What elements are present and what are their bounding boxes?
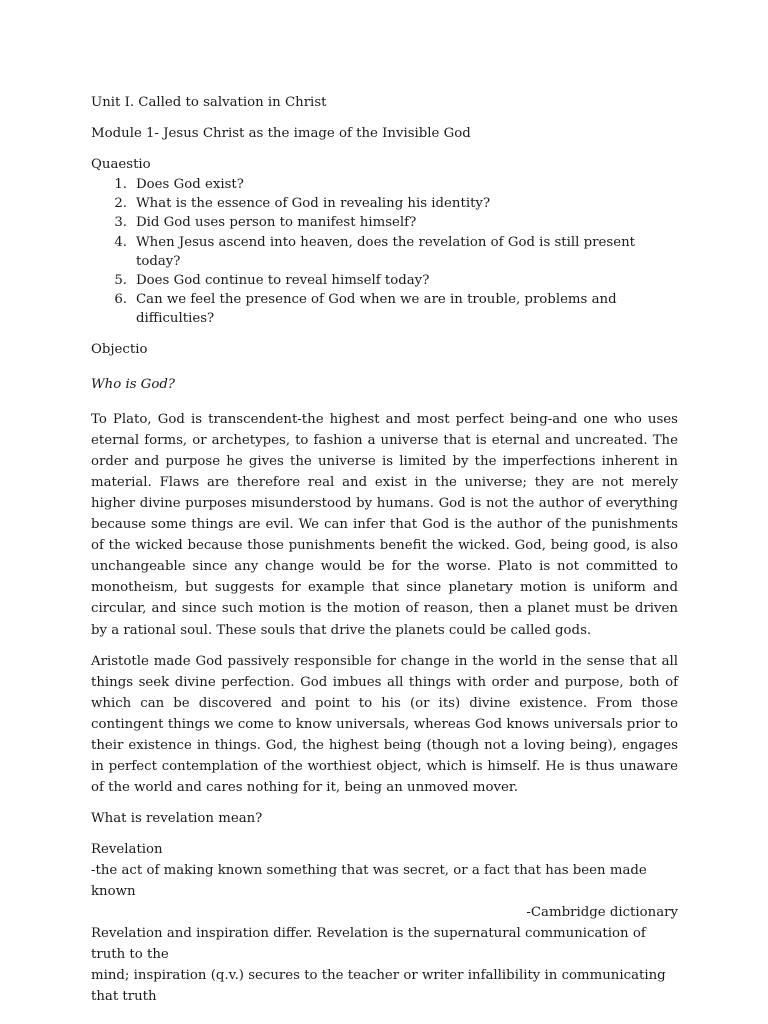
question-text: Did God uses person to manifest himself? bbox=[136, 215, 417, 231]
revelation-definition: -the act of making known something that was secret, or a fact that has been made known bbox=[91, 863, 647, 900]
list-item bbox=[91, 290, 678, 328]
question-text: Does God continue to reveal himself today? bbox=[136, 273, 430, 289]
definition-source: -Cambridge dictionary bbox=[526, 905, 678, 921]
aristotle-paragraph: Aristotle made God passively responsible for change in the world in the sense that all things seek divine perfection. God imbues all things with order and purpose, both of which can be discovered and point to his (or its) divine existence. From those contingent things we come to know universals, whereas God knows universals prior to their existence in things. God, the highest being (though not a loving being), engages in perfect contemplation of the worthiest object, which is himself. He is thus unaware of the world and cares nothing for it, being an unmoved mover. bbox=[91, 653, 678, 796]
revelation-question: What is revelation mean? bbox=[91, 811, 263, 827]
list-number: 4. bbox=[114, 234, 127, 250]
list-item bbox=[91, 233, 678, 271]
question-list bbox=[91, 175, 678, 329]
document-content bbox=[91, 92, 678, 1007]
question-text: Does God exist? bbox=[136, 177, 244, 192]
who-is-god-heading: Who is God? bbox=[91, 376, 176, 392]
list-item bbox=[91, 194, 678, 213]
list-number: 1. bbox=[114, 177, 127, 192]
list-number: 6. bbox=[114, 292, 127, 308]
list-item bbox=[91, 175, 678, 194]
question-text: Can we feel the presence of God when we are in trouble, problems and difficulties? bbox=[136, 292, 617, 327]
list-item bbox=[91, 271, 678, 290]
revelation-label: Revelation bbox=[91, 842, 163, 858]
objectio-label: Objectio bbox=[91, 341, 148, 357]
question-text: What is the essence of God in revealing his identity? bbox=[136, 196, 491, 212]
quaestio-label: Quaestio bbox=[91, 157, 151, 172]
revelation-inspiration-line-2: mind; inspiration (q.v.) secures to the teacher or writer infallibility in communicating that truth bbox=[91, 968, 666, 1005]
question-text: When Jesus ascend into heaven, does the revelation of God is still present today? bbox=[136, 234, 635, 269]
plato-paragraph: To Plato, God is transcendent-the highest and most perfect being-and one who uses eternal forms, or archetypes, to fashion a universe that is eternal and uncreated. The order and purpose he gives the universe is limited by the imperfections inherent in material. Flaws are therefore real and exist in the universe; they are not merely higher divine purposes misunderstood by humans. God is not the author of everything because some things are evil. We can infer that God is the author of the punishments of the wicked because those punishments benefit the wicked. God, being good, is also unchangeable since any change would be for the worse. Plato is not committed to monotheism, but suggests for example that since planetary motion is uniform and circular, and since such motion is the motion of reason, then a planet must be driven by a rational soul. These souls that drive the planets could be called gods. bbox=[91, 411, 678, 638]
revelation-inspiration-line-1: Revelation and inspiration differ. Revelation is the supernatural communication of truth to the bbox=[91, 926, 646, 963]
list-number: 5. bbox=[114, 273, 127, 289]
list-item bbox=[91, 213, 678, 232]
unit-title: Unit I. Called to salvation in Christ bbox=[91, 95, 327, 110]
module-title: Module 1- Jesus Christ as the image of the Invisible God bbox=[91, 126, 471, 141]
list-number: 3. bbox=[114, 215, 127, 231]
list-number: 2. bbox=[114, 196, 127, 212]
